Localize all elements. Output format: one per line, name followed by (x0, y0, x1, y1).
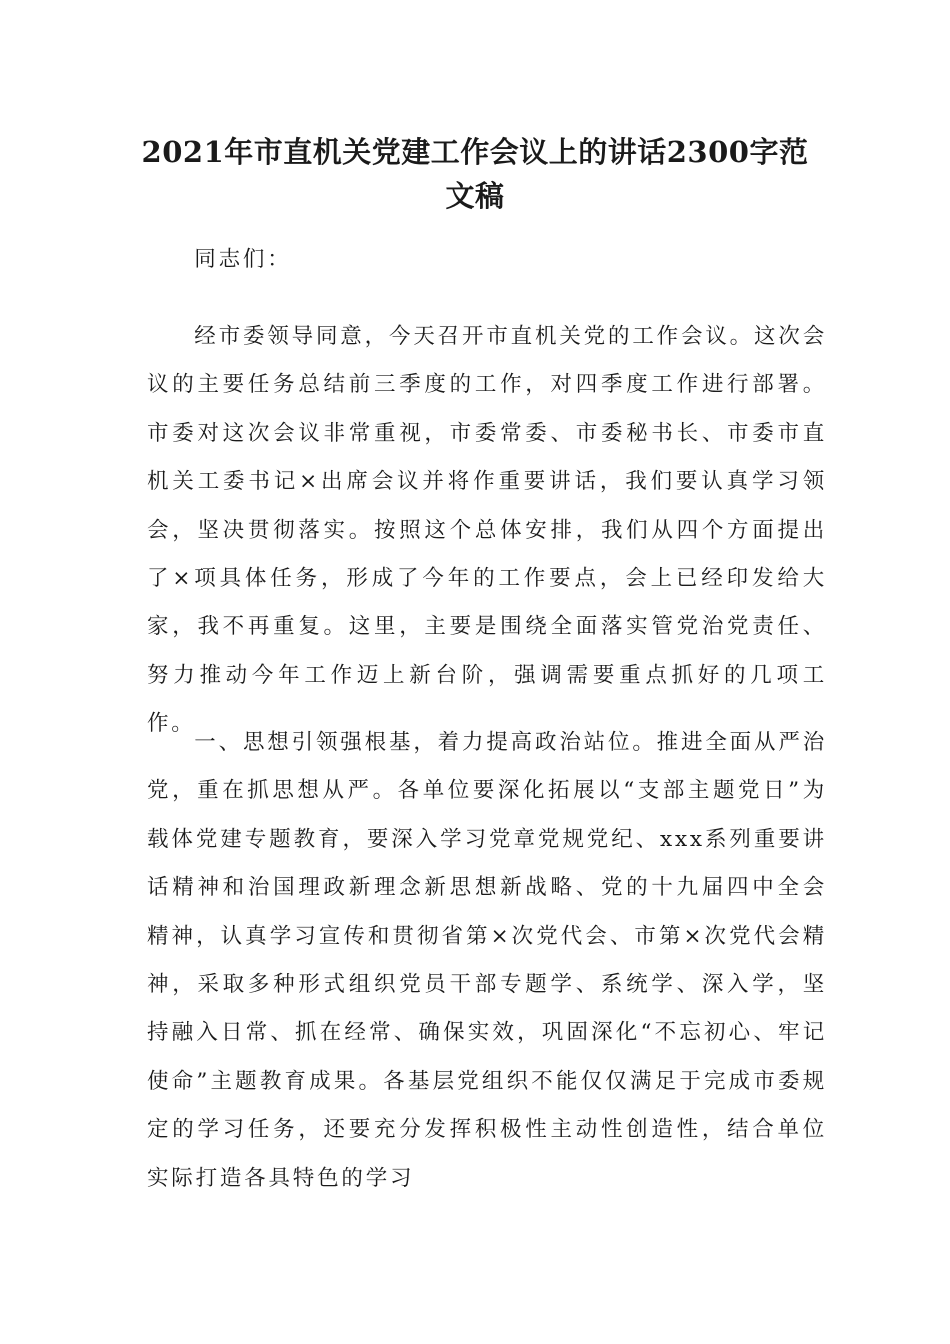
paragraph-intro: 经市委领导同意，今天召开市直机关党的工作会议。这次会议的主要任务总结前三季度的工作，对四季度工作进行部署。市委对这次会议非常重视，市委常委、市委秘书长、市委市直机关工委书记×出席会议并将作重要讲话，我们要认真学习领会，坚决贯彻落实。按照这个总体安排，我们从四个方面提出了×项具体任务，形成了今年的工作要点，会上已经印发给大家，我不再重复。这里，主要是围绕全面落实管党治党责任、努力推动今年工作迈上新台阶，强调需要重点抓好的几项工作。 (147, 324, 827, 737)
paragraph-section-one: 一、思想引领强根基，着力提高政治站位。推进全面从严治党，重在抓思想从严。各单位要深化拓展以“支部主题党日”为载体党建专题教育，要深入学习党章党规党纪、xxx系列重要讲话精神和治国理政新理念新思想新战略、党的十九届四中全会精神，认真学习宣传和贯彻省第×次党代会、市第×次党代会精神，采取多种形式组织党员干部专题学、系统学、深入学，坚持融入日常、抓在经常、确保实效，巩固深化“不忘初心、牢记使命”主题教育成果。各基层党组织不能仅仅满足于完成市委规定的学习任务，还要充分发挥积极性主动性创造性，结合单位实际打造各具特色的学习 (147, 730, 827, 1191)
salutation: 同志们： (194, 247, 292, 272)
document-title: 2021年市直机关党建工作会议上的讲话2300字范文稿 (141, 135, 809, 213)
